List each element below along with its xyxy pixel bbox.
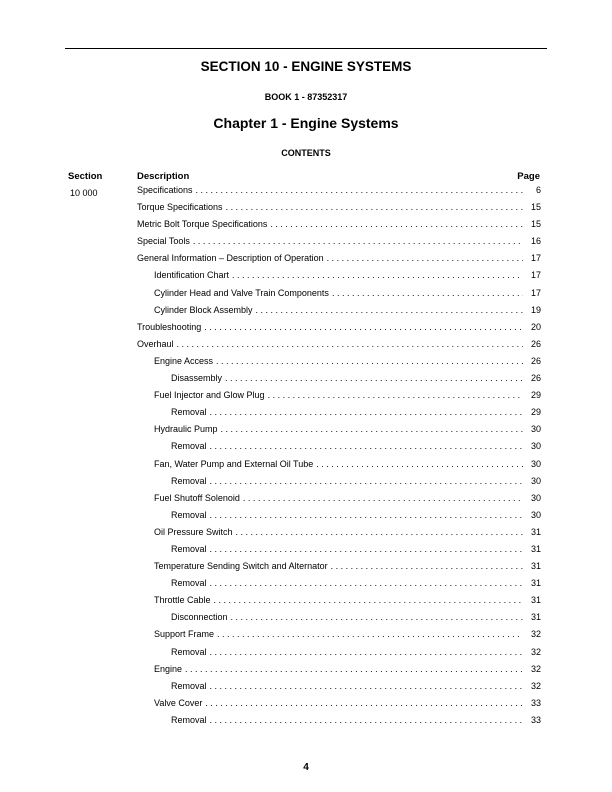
toc-entry-title: Specifications <box>137 185 193 195</box>
toc-entry-title: Engine Access <box>154 355 214 366</box>
toc-entry-title: Torque Specifications <box>137 202 223 213</box>
leader-dots <box>193 236 523 246</box>
toc-entry-page: 30 <box>530 509 541 520</box>
leader-dots <box>210 715 523 725</box>
toc-entry[interactable] <box>137 647 541 664</box>
toc-entry-page: 33 <box>530 697 541 708</box>
toc-entry[interactable] <box>137 476 541 493</box>
leader-dots <box>270 219 523 229</box>
toc-entry-title: Removal <box>171 646 207 657</box>
leader-dots <box>327 253 523 263</box>
toc-entry-title: Metric Bolt Torque Specifications <box>137 219 268 230</box>
section-title: SECTION 10 - ENGINE SYSTEMS <box>200 59 412 74</box>
toc-entry-title: Fuel Injector and Glow Plug <box>154 390 265 401</box>
toc-entry-page: 32 <box>530 646 541 657</box>
toc-entry[interactable] <box>137 236 541 253</box>
toc-entry-title: Cylinder Head and Valve Train Components <box>154 287 329 298</box>
leader-dots <box>210 681 523 691</box>
leader-dots <box>214 595 523 605</box>
toc-entry-title: Removal <box>171 680 207 691</box>
toc-entry-page: 33 <box>530 714 541 725</box>
contents-heading: CONTENTS <box>281 148 331 158</box>
table-of-contents <box>137 185 541 732</box>
toc-entry[interactable] <box>137 681 541 698</box>
toc-entry[interactable] <box>137 544 541 561</box>
toc-entry-title: Cylinder Block Assembly <box>154 304 253 315</box>
toc-entry-page: 17 <box>530 253 541 264</box>
toc-entry-page: 26 <box>530 355 541 366</box>
toc-entry-page: 32 <box>530 663 541 674</box>
toc-entry-title: Troubleshooting <box>137 321 202 332</box>
chapter-title: Chapter 1 - Engine Systems <box>213 115 399 131</box>
leader-dots <box>216 356 523 366</box>
leader-dots <box>316 459 523 469</box>
toc-entry-page: 32 <box>530 680 541 691</box>
toc-entry[interactable] <box>137 390 541 407</box>
toc-entry[interactable] <box>137 578 541 595</box>
leader-dots <box>236 527 523 537</box>
toc-entry-page: 30 <box>530 458 541 469</box>
toc-entry[interactable] <box>137 407 541 424</box>
leader-dots <box>210 441 523 451</box>
toc-entry[interactable] <box>137 595 541 612</box>
toc-entry-title: Removal <box>171 578 207 589</box>
toc-entry[interactable] <box>137 664 541 681</box>
toc-entry-title: Removal <box>171 407 207 418</box>
toc-entry[interactable] <box>137 715 541 732</box>
toc-entry-page: 31 <box>530 526 541 537</box>
toc-entry-page: 30 <box>530 441 541 452</box>
leader-dots <box>268 390 523 400</box>
leader-dots <box>196 185 523 195</box>
toc-entry-title: Throttle Cable <box>154 595 211 606</box>
toc-entry-page: 31 <box>530 561 541 572</box>
leader-dots <box>225 373 523 383</box>
toc-entry-page: 17 <box>530 287 541 298</box>
leader-dots <box>221 424 523 434</box>
leader-dots <box>256 305 523 315</box>
leader-dots <box>217 629 523 639</box>
leader-dots <box>231 612 523 622</box>
toc-entry-title: Removal <box>171 509 207 520</box>
toc-entry-page: 26 <box>530 373 541 384</box>
toc-entry-page: 20 <box>530 321 541 332</box>
toc-entry[interactable] <box>137 219 541 236</box>
leader-dots <box>204 322 523 332</box>
leader-dots <box>210 578 523 588</box>
toc-entry[interactable] <box>137 202 541 219</box>
toc-entry[interactable] <box>137 424 541 441</box>
book-number: BOOK 1 - 87352317 <box>264 92 348 102</box>
leader-dots <box>210 647 523 657</box>
toc-entry-page: 31 <box>530 595 541 606</box>
toc-entry-page: 30 <box>530 492 541 503</box>
toc-entry-title: Removal <box>171 441 207 452</box>
toc-entry-title: General Information – Description of Operation <box>137 253 324 264</box>
toc-entry-title: Removal <box>171 543 207 554</box>
toc-entry[interactable] <box>137 493 541 510</box>
toc-entry-title: Disconnection <box>171 612 228 623</box>
toc-entry[interactable] <box>137 305 541 322</box>
toc-entry-title: Removal <box>171 475 207 486</box>
toc-entry[interactable] <box>137 373 541 390</box>
top-rule <box>65 48 547 49</box>
toc-entry-title: Hydraulic Pump <box>154 424 218 435</box>
toc-entry-page: 32 <box>530 629 541 640</box>
toc-entry-page: 6 <box>535 185 541 195</box>
toc-entry-title: Support Frame <box>154 629 215 640</box>
column-header-page: Page <box>517 171 540 182</box>
toc-entry-title: Special Tools <box>137 236 190 247</box>
toc-entry-page: 16 <box>530 236 541 247</box>
toc-entry-page: 30 <box>530 424 541 435</box>
toc-entry-page: 29 <box>530 407 541 418</box>
leader-dots <box>243 493 523 503</box>
leader-dots <box>210 510 523 520</box>
toc-entry-page: 19 <box>530 304 541 315</box>
toc-entry-page: 29 <box>530 390 541 401</box>
toc-entry[interactable] <box>137 339 541 356</box>
toc-entry-page: 30 <box>530 475 541 486</box>
toc-entry[interactable] <box>137 459 541 476</box>
toc-entry[interactable] <box>137 322 541 339</box>
toc-entry[interactable] <box>137 253 541 270</box>
leader-dots <box>205 698 523 708</box>
toc-entry[interactable] <box>137 270 541 287</box>
leader-dots <box>226 202 523 212</box>
toc-entry-title: Fan, Water Pump and External Oil Tube <box>154 458 314 469</box>
toc-entry[interactable] <box>137 185 541 202</box>
toc-entry-title: Engine <box>154 663 183 674</box>
toc-entry[interactable] <box>137 527 541 544</box>
toc-entry-title: Temperature Sending Switch and Alternator <box>154 561 328 572</box>
toc-entry-title: Disassembly <box>171 373 223 384</box>
section-code: 10 000 <box>70 188 98 198</box>
toc-entry-page: 15 <box>530 202 541 213</box>
toc-entry[interactable] <box>137 288 541 305</box>
toc-entry[interactable] <box>137 356 541 373</box>
toc-entry-title: Identification Chart <box>154 270 230 281</box>
column-header-section: Section <box>68 171 103 182</box>
leader-dots <box>210 544 523 554</box>
toc-entry-title: Overhaul <box>137 338 174 349</box>
toc-entry-page: 15 <box>530 219 541 230</box>
column-header-description: Description <box>137 171 190 182</box>
leader-dots <box>185 664 523 674</box>
toc-entry-page: 17 <box>530 270 541 281</box>
toc-entry[interactable] <box>137 561 541 578</box>
toc-entry[interactable] <box>137 441 541 458</box>
leader-dots <box>232 270 523 280</box>
toc-entry[interactable] <box>137 698 541 715</box>
leader-dots <box>332 288 523 298</box>
page-number: 4 <box>303 762 309 773</box>
toc-entry[interactable] <box>137 510 541 527</box>
toc-entry-page: 26 <box>530 338 541 349</box>
leader-dots <box>210 407 523 417</box>
leader-dots <box>331 561 523 571</box>
toc-entry-page: 31 <box>530 543 541 554</box>
toc-entry-page: 31 <box>530 578 541 589</box>
toc-entry-page: 31 <box>530 612 541 623</box>
toc-entry[interactable] <box>137 629 541 646</box>
leader-dots <box>177 339 523 349</box>
toc-entry-title: Removal <box>171 714 207 725</box>
toc-entry-title: Oil Pressure Switch <box>154 526 233 537</box>
toc-entry-title: Valve Cover <box>154 697 203 708</box>
leader-dots <box>210 476 523 486</box>
toc-entry-title: Fuel Shutoff Solenoid <box>154 492 240 503</box>
toc-entry[interactable] <box>137 612 541 629</box>
